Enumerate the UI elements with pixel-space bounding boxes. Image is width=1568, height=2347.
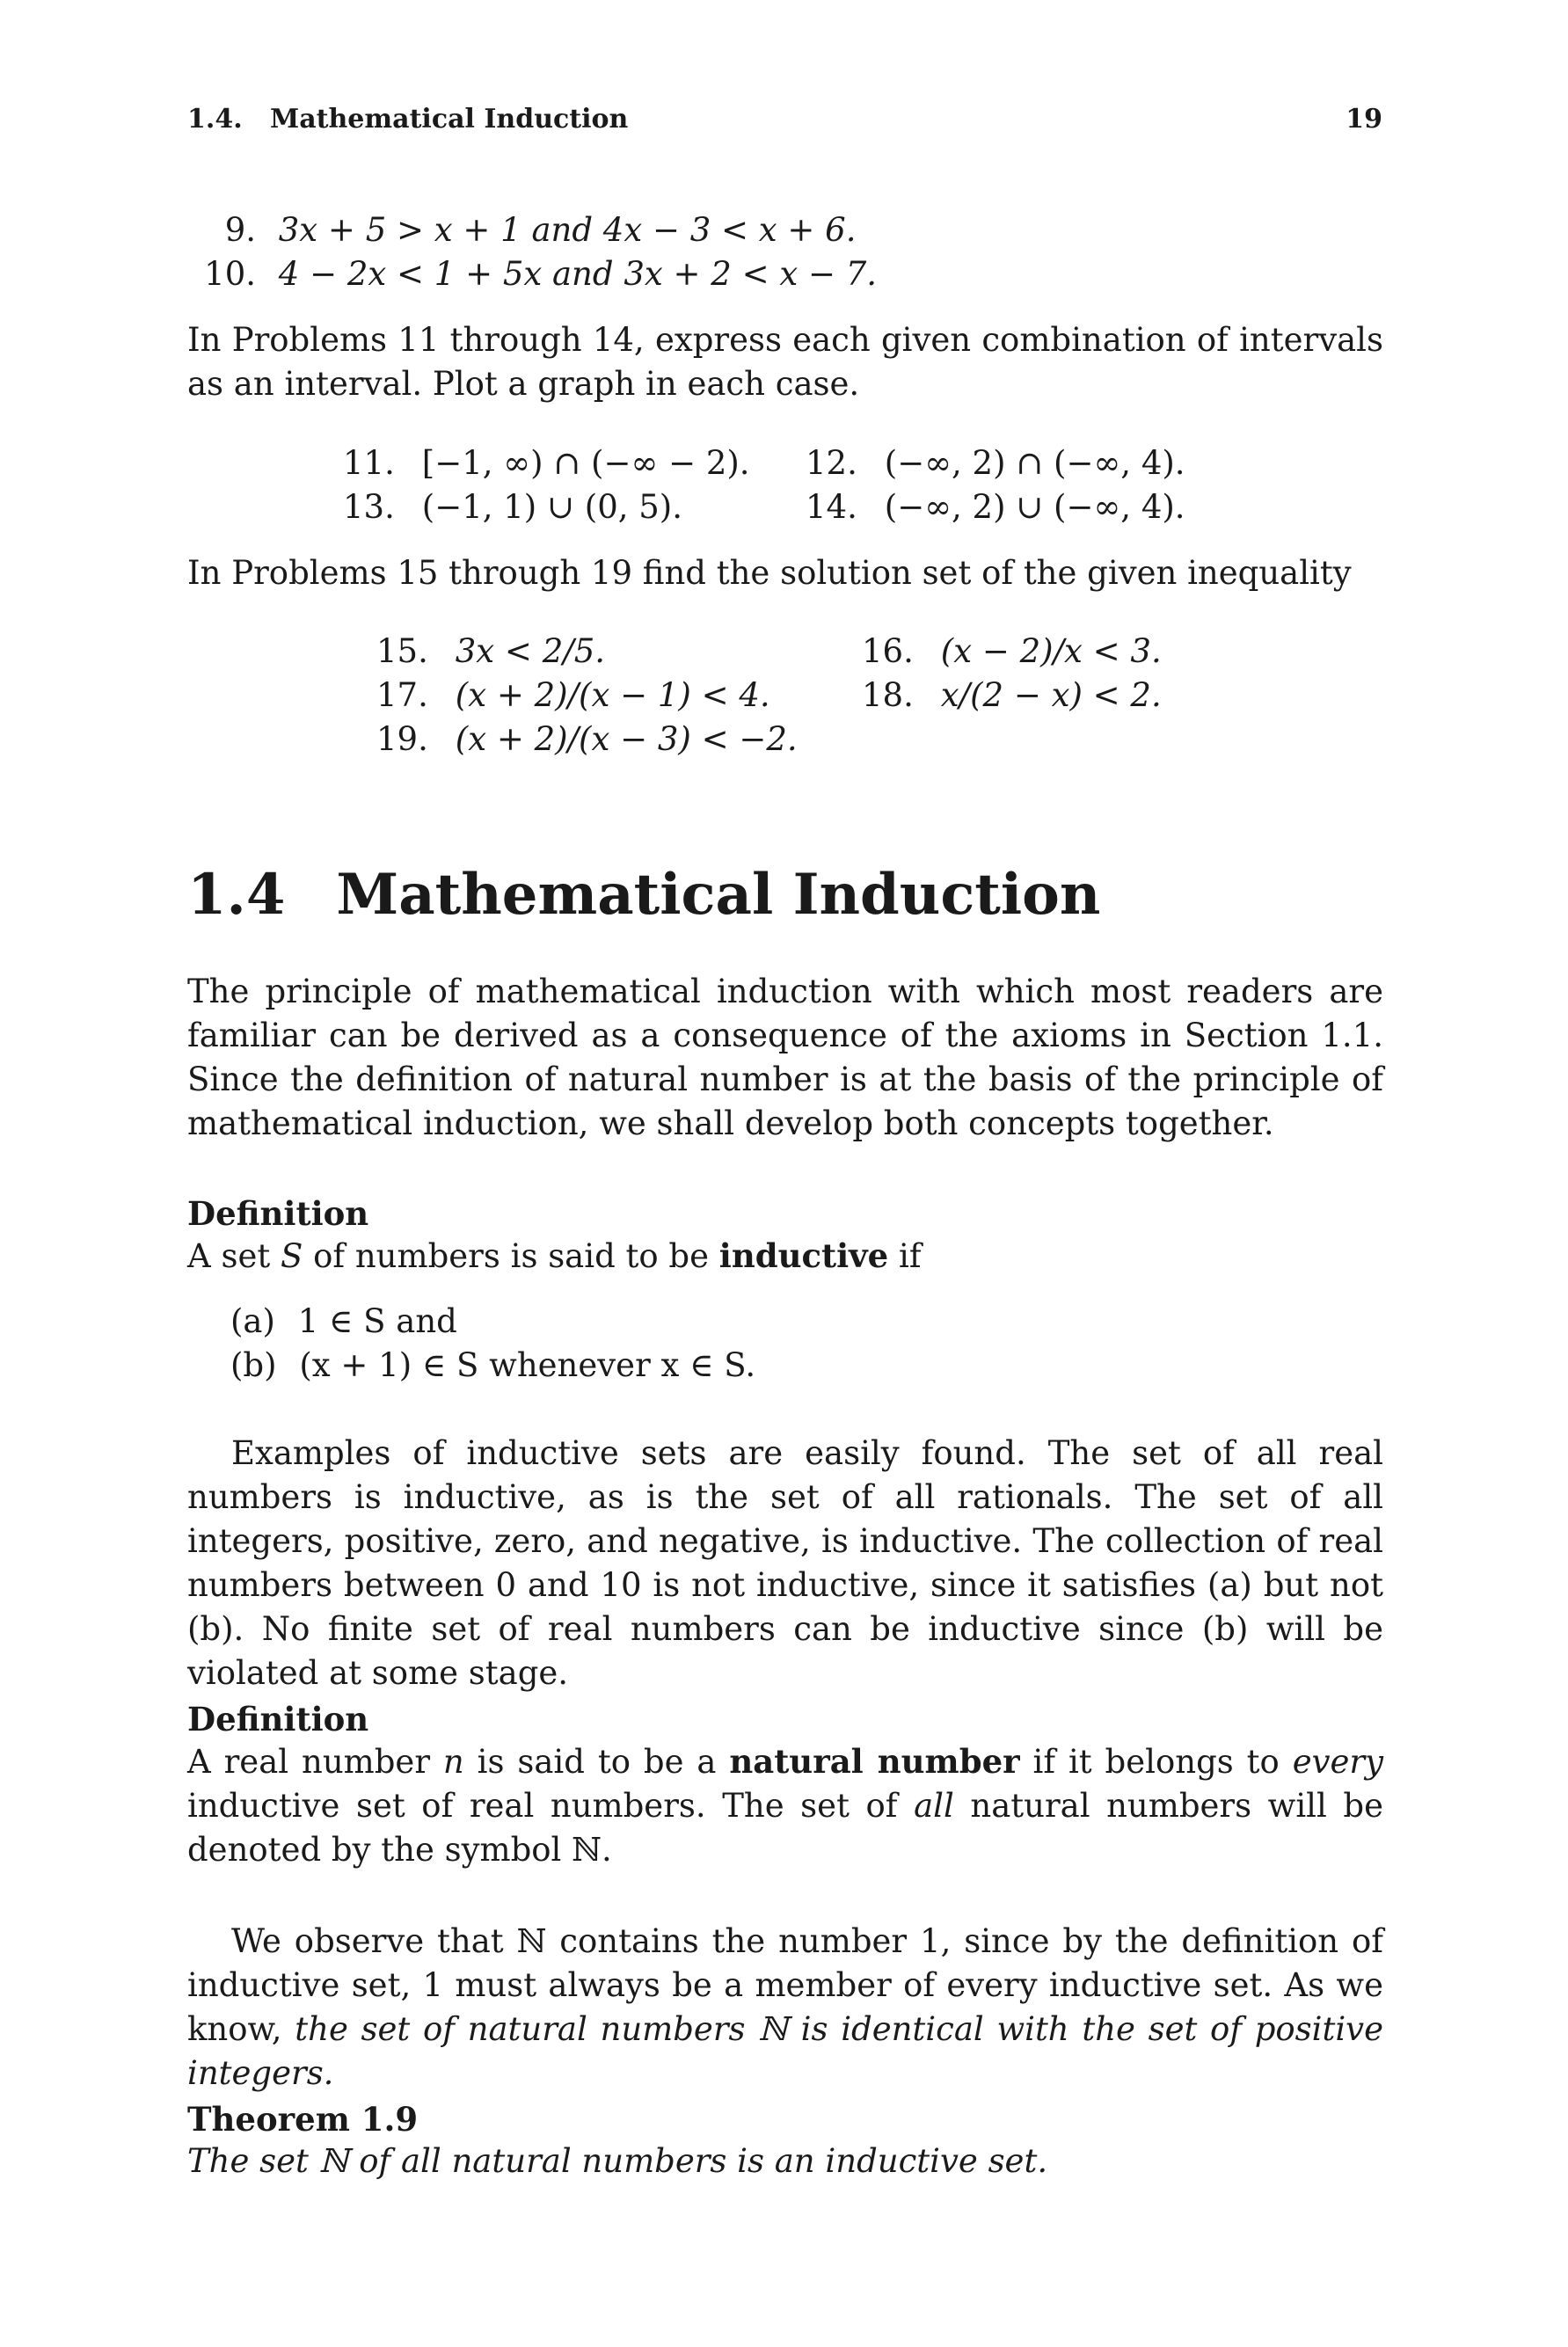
section-heading bbox=[187, 862, 1100, 928]
definition-statement bbox=[187, 1234, 922, 1279]
theorem-title: Theorem 1.9 bbox=[187, 2100, 419, 2139]
exercise-number: 10. bbox=[204, 255, 256, 293]
problems-intro-paragraph: In Problems 11 through 14, express each given combination of intervals as an interval. Plot a graph in each case. bbox=[187, 321, 1383, 403]
exercise-expression: (x − 2)/x < 3. bbox=[940, 632, 1162, 670]
exercise-expression: 3x + 5 > x + 1 and 4x − 3 < x + 6. bbox=[278, 211, 857, 249]
section-title: Mathematical Induction bbox=[336, 862, 1101, 928]
definition-text: A real number bbox=[187, 1743, 443, 1781]
exercise-expression: 3x < 2/5. bbox=[455, 632, 606, 670]
definition-text: is said to be a bbox=[463, 1743, 730, 1781]
exercise-item bbox=[862, 674, 1162, 718]
exercise-expression: (−∞, 2) ∩ (−∞, 4). bbox=[884, 444, 1185, 482]
definition-text: natural numbers will be denoted by the symbol ℕ. bbox=[187, 1787, 1383, 1869]
page-number: 19 bbox=[1346, 104, 1382, 135]
exercise-number: 11. bbox=[343, 444, 395, 482]
emphasis: every bbox=[1292, 1743, 1383, 1781]
condition-label: (b) bbox=[230, 1346, 277, 1384]
exercise-item bbox=[343, 441, 750, 485]
definition-variable: n bbox=[442, 1743, 464, 1781]
problems-intro-paragraph: In Problems 15 through 19 find the solution set of the given inequality bbox=[187, 554, 1352, 592]
definition-title: Definition bbox=[187, 1700, 369, 1738]
condition-expression: 1 ∈ S and bbox=[297, 1302, 457, 1340]
running-head-title: Mathematical Induction bbox=[269, 104, 629, 135]
theorem-statement: The set ℕ of all natural numbers is an inductive set. bbox=[187, 2142, 1048, 2180]
emphasis: all bbox=[914, 1787, 954, 1825]
exercise-expression: [−1, ∞) ∩ (−∞ − 2). bbox=[421, 444, 750, 482]
definition-variable: S bbox=[281, 1237, 303, 1275]
emphasis: the set of natural numbers ℕ is identical with the set of positive integers. bbox=[187, 2010, 1383, 2092]
exercise-number: 18. bbox=[862, 676, 914, 714]
paragraph-text: We observe that ℕ contains the number 1, since by the definition of inductive set, 1 must always be a member of every inductive set. As we know, bbox=[187, 1922, 1383, 2048]
exercise-number: 14. bbox=[806, 488, 857, 526]
definition-natural-number bbox=[187, 1739, 1383, 1872]
exercise-item bbox=[343, 485, 682, 529]
exercise-item bbox=[187, 208, 856, 252]
definition-text: of numbers is said to be bbox=[303, 1237, 719, 1275]
paragraph-observe bbox=[187, 1920, 1383, 2096]
exercise-number: 17. bbox=[376, 676, 428, 714]
definition-title: Definition bbox=[187, 1194, 369, 1233]
exercise-expression: (−∞, 2) ∪ (−∞, 4). bbox=[884, 488, 1185, 526]
exercise-number: 19. bbox=[376, 720, 428, 758]
paragraph-examples: Examples of inductive sets are easily found. The set of all real numbers is inductive, as is the set of all rationals. The set of all integers, positive, zero, and negative, is inductive. The collection of real numbers between 0 and 10 is not inductive, since it satisfies (a) but not (b). No finite set of real numbers can be inductive since (b) will be violated at some stage. bbox=[187, 1434, 1383, 1692]
definition-text: if it belongs to bbox=[1019, 1743, 1293, 1781]
exercise-item bbox=[806, 485, 1185, 529]
condition-expression: (x + 1) ∈ S whenever x ∈ S. bbox=[299, 1346, 756, 1384]
exercise-item bbox=[376, 630, 605, 674]
running-head bbox=[187, 104, 628, 135]
section-number: 1.4 bbox=[187, 862, 286, 928]
definition-text: A set bbox=[187, 1237, 281, 1275]
exercise-expression: 4 − 2x < 1 + 5x and 3x + 2 < x − 7. bbox=[278, 255, 878, 293]
definition-term: inductive bbox=[718, 1236, 889, 1275]
paragraph-intro: The principle of mathematical induction with which most readers are familiar can be derived as a consequence of the axioms in Section 1.1. Since the definition of natural number is at the basis of the principle of mathematical induction, we shall develop both concepts together. bbox=[187, 973, 1383, 1142]
exercise-expression: (x + 2)/(x − 1) < 4. bbox=[455, 676, 770, 714]
definition-term: natural number bbox=[729, 1742, 1020, 1781]
exercise-item bbox=[806, 441, 1185, 485]
exercise-item bbox=[376, 674, 770, 718]
definition-text: inductive set of real numbers. The set of bbox=[187, 1787, 915, 1825]
exercise-expression: x/(2 − x) < 2. bbox=[940, 676, 1162, 714]
definition-condition bbox=[230, 1300, 457, 1344]
exercise-item bbox=[187, 252, 877, 296]
exercise-item bbox=[376, 718, 798, 762]
exercise-number: 15. bbox=[376, 632, 428, 670]
definition-condition bbox=[230, 1344, 755, 1388]
definition-text: if bbox=[888, 1237, 922, 1275]
exercise-expression: (x + 2)/(x − 3) < −2. bbox=[455, 720, 798, 758]
exercise-number: 16. bbox=[862, 632, 914, 670]
exercise-number: 12. bbox=[806, 444, 857, 482]
exercise-number: 9. bbox=[224, 211, 256, 249]
exercise-expression: (−1, 1) ∪ (0, 5). bbox=[421, 488, 683, 526]
exercise-number: 13. bbox=[343, 488, 395, 526]
running-head-section: 1.4. bbox=[187, 104, 243, 135]
exercise-item bbox=[862, 630, 1162, 674]
condition-label: (a) bbox=[230, 1302, 275, 1340]
